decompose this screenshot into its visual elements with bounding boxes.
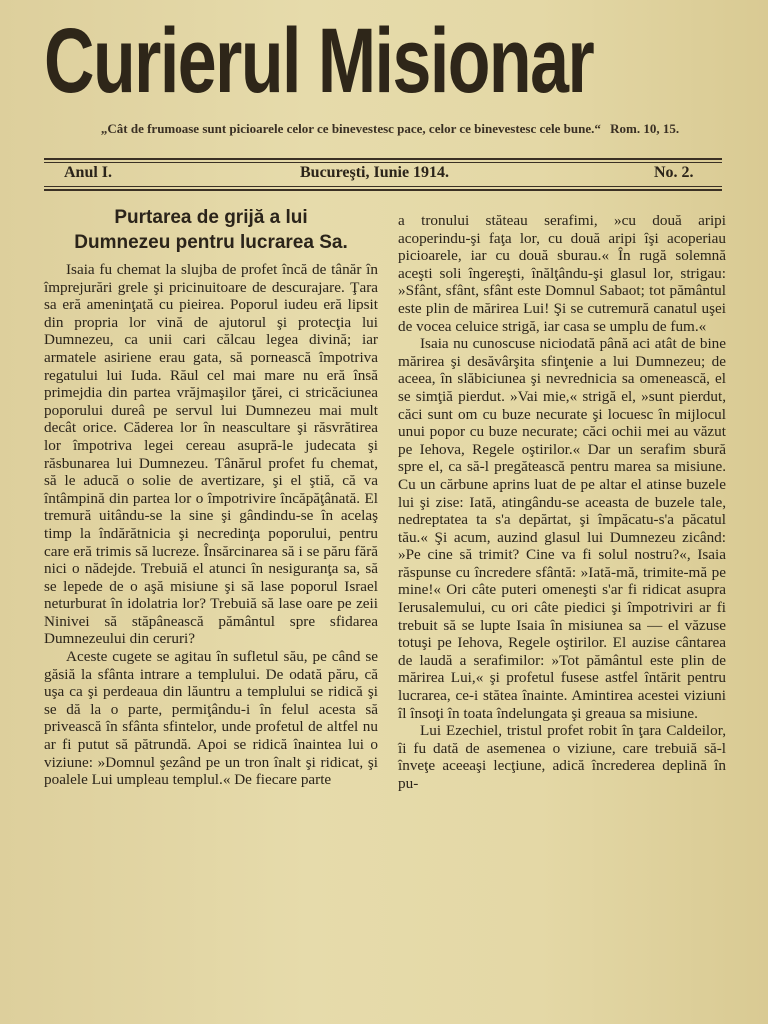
article-title <box>44 205 378 255</box>
header-rule-bottom-thin <box>44 186 722 187</box>
article-paragraph: Aceste cugete se agitau în sufletul său, pe când se găsiă la sfânta intrare a templului. De odată păru, că uşa ca şi perdeaua din lăuntru a templului se ridică şi se dă la o parte, permiţându-i în felul acesta să privească în sfânta sfintelor, unde profetul de altfel nu ar fi putut să pătrundă. Apoi se ridică înaintea lui o viziune: »Domnul şezând pe un tron înalt şi ridicat, şi poalele Lui umpleau templul.« De fiecare parte <box>44 648 378 789</box>
article-title-line2: Dumnezeu pentru lucrarea Sa. <box>74 232 348 253</box>
issue-year: Anul I. <box>64 164 113 181</box>
header-rule-bottom <box>44 189 722 191</box>
article-paragraph: Isaia fu chemat la slujba de profet încă de tânăr în împrejurări grele şi pricinuitoare de descurajare. Ţara sa eră ameninţată cu pieirea. Poporul iudeu eră lipsit din propria lor vină de ajutorul şi protecţia lui Dumnezeu, ca unii cari călcau legea divină; iar armatele asiriene erau gata, să pornească împotriva regatului lui Iuda. Răul cel mai mare nu eră însă primejdia din partea vrăjmaşilor ţărei, ci stricăciunea poporului dureâ pe servul lui Dumnezeu mai mult decât orice. Căderea lor în neascultare şi răsvrătirea lor împotriva legei cereau asupră-le judecata şi răsbunarea lui Dumnezeu. Tânărul profet fu chemat, să le aducă o solie de avertizare, şi el ştiă, că va întâmpină din partea lor o împotrivire încăpăţânată. El tremură uitându-se la sine şi gândindu-se în acelaş timp la îndărătnicia şi necredinţa poporului, pentru care eră trimis să lucreze. Însărcinarea să i se păru fără nici o nădejde. Trebuiă el atunci în nesiguranţa sa, să se lepede de o aşă misiune şi să lase poporul Israel neturburat în idolatria lor? Trebuiă să lase oare pe zeii Ninivei să stăpânească pământul spre sfidarea Dumnezeului din ceruri? <box>44 261 378 648</box>
masthead-title: Curierul Misionar <box>44 10 594 112</box>
motto <box>90 120 690 137</box>
article-column-left <box>44 205 378 789</box>
article-column-right <box>398 212 726 793</box>
motto-text: „Cât de frumoase sunt picioarele celor ce binevestesc pace, celor ce binevestesc cele bune.“ <box>100 121 601 136</box>
issue-number: No. 2. <box>654 164 694 181</box>
article-title-line1: Purtarea de grijă a lui <box>114 207 308 228</box>
header-rule-top <box>44 158 722 160</box>
article-paragraph: a tronului stăteau serafimi, »cu două aripi acoperindu-şi faţa lor, cu două aripi îşi acoperiau picioarele, iar cu două sburau.« În rugă solemnă aceşti soli îngereşti, înălţându-şi glasul lor, strigau: »Sfânt, sfânt, sfânt este Domnul Sabaot; tot pământul este plin de mărirea Lui! Şi se cutremură canatul uşei de vocea celuice strigă, iar casa se umplu de fum.« <box>398 212 726 335</box>
article-paragraph: Isaia nu cunoscuse niciodată până aci atât de bine mărirea şi desăvârşita sfinţenie a lui Dumnezeu; de aceea, în slăbiciunea şi nevrednicia sa omenească, el se simţiă pierdut. »Vai mie,« strigă el, »sunt pierdut, căci sunt om cu buze necurate şi locuesc în mijlocul unui popor cu buze necurate; căci ochii mei au văzut pe Iehova, Regele oştirilor.« Dar un serafim sbură spre el, ca să-l pregătească pentru marea sa misiune. Cu un cărbune aprins luat de pe altar el atinse buzele lui şi zise: Iată, atingându-se aceasta de buzele tale, nedreptatea ta s'a depărtat, şi împăcatu-s'a păcatul tău.« Şi acum, auzind glasul lui Dumnezeu zicând: »Pe cine să trimit? Cine va fi solul nostru?«, Isaia răspunse cu încredere sfântă: »Iată-mă, trimite-mă pe mine!« Ori câte puteri omeneşti s'ar fi ridicat asupra Ierusalemului, cu ori câte piedici şi împotriviri ar fi trebuit să se lupte Isaia în misiunea sa — el văzuse totuşi pe Iehova, Regele oştirilor. El auzise cântarea de laudă a serafimilor: »Tot pământul este plin de mărirea Lui,« şi profetul fusese astfel întărit pentru lucrarea, ce-i stătea înainte. Amintirea acestei viziuni îl însoţi în toata îndelungata şi greaua sa misiune. <box>398 335 726 722</box>
article-paragraph: Lui Ezechiel, tristul profet robit în ţara Caldeilor, îi fu dată de asemenea o viziune, care trebuiă să-l înveţe aceeaşi lecţiune, adică încrederea deplină în pu- <box>398 722 726 792</box>
header-rule-top-thin <box>44 162 722 163</box>
issue-place-date: Bucureşti, Iunie 1914. <box>300 164 450 181</box>
motto-reference: Rom. 10, 15. <box>610 121 680 136</box>
